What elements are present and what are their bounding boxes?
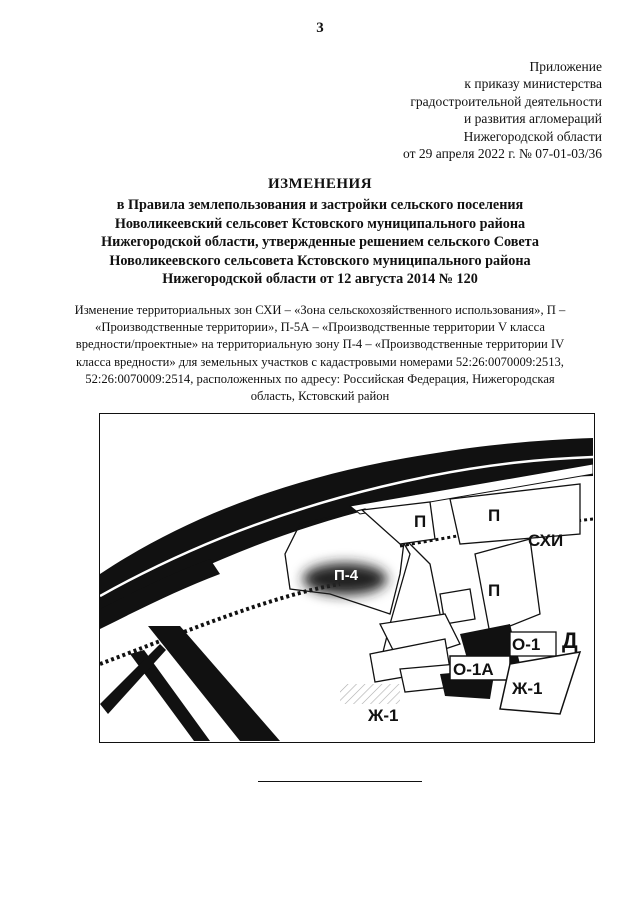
zone-label-zh1: Ж-1 (512, 679, 543, 698)
appendix-line: и развития агломераций (463, 111, 602, 127)
change-description (40, 302, 600, 405)
zoning-map (99, 413, 595, 743)
document-title: ИЗМЕНЕНИЯ (267, 176, 373, 192)
subtitle-line: в Правила землепользования и застройки сельского поселения (116, 197, 524, 213)
subtitle-line: Нижегородской области от 12 августа 2014 № 120 (162, 271, 478, 288)
page-number: 3 (316, 20, 324, 36)
separator-line (258, 781, 422, 782)
appendix-line: Нижегородской области (463, 128, 602, 144)
zone-label-p4: П-4 (334, 567, 359, 584)
zone-label-schi: СХИ (528, 531, 564, 550)
subtitle-line: Нижегородской области, утвержденные решением сельского Совета (101, 234, 539, 251)
description-line: вредности/проектные» на территориальную зону П-4 – «Производственные территории IV (75, 337, 565, 352)
zone-label-d: Д (562, 628, 578, 653)
document-subtitle (60, 196, 580, 289)
subtitle-line: Новоликеевского сельсовета Кстовского муниципального района (109, 252, 531, 269)
appendix-line: от 29 апреля 2022 г. № 07-01-03/36 (403, 146, 602, 162)
zone-label-zh1: Ж-1 (368, 706, 399, 725)
subtitle-line: Новоликеевский сельсовет Кстовского муниципального района (114, 215, 526, 232)
zone-label-p: П (488, 581, 501, 600)
description-line: «Производственные территории», П-5А – «Производственные территории V класса (95, 320, 545, 335)
appendix-line: к приказу министерства (464, 76, 602, 92)
hatched-strip (340, 684, 400, 704)
description-line: область, Кстовский район (250, 389, 390, 404)
appendix-line: Приложение (529, 59, 602, 74)
zone-label-p: П (414, 512, 427, 531)
appendix-line: градостроительной деятельности (410, 93, 602, 109)
description-line: класса вредности» для земельных участков с кадастровыми номерами 52:26:0070009:2513, (76, 354, 564, 369)
parcel-p3 (475, 539, 540, 634)
zone-label-o1a: О-1А (453, 660, 494, 679)
zone-label-p: П (488, 506, 501, 525)
appendix-block (403, 58, 602, 162)
description-line: 52:26:0070009:2514, расположенных по адресу: Российская Федерация, Нижегородская (85, 371, 555, 386)
zone-label-o1: О-1 (512, 635, 541, 654)
description-line: Изменение территориальных зон СХИ – «Зона сельскохозяйственного использования», П – (74, 303, 566, 317)
